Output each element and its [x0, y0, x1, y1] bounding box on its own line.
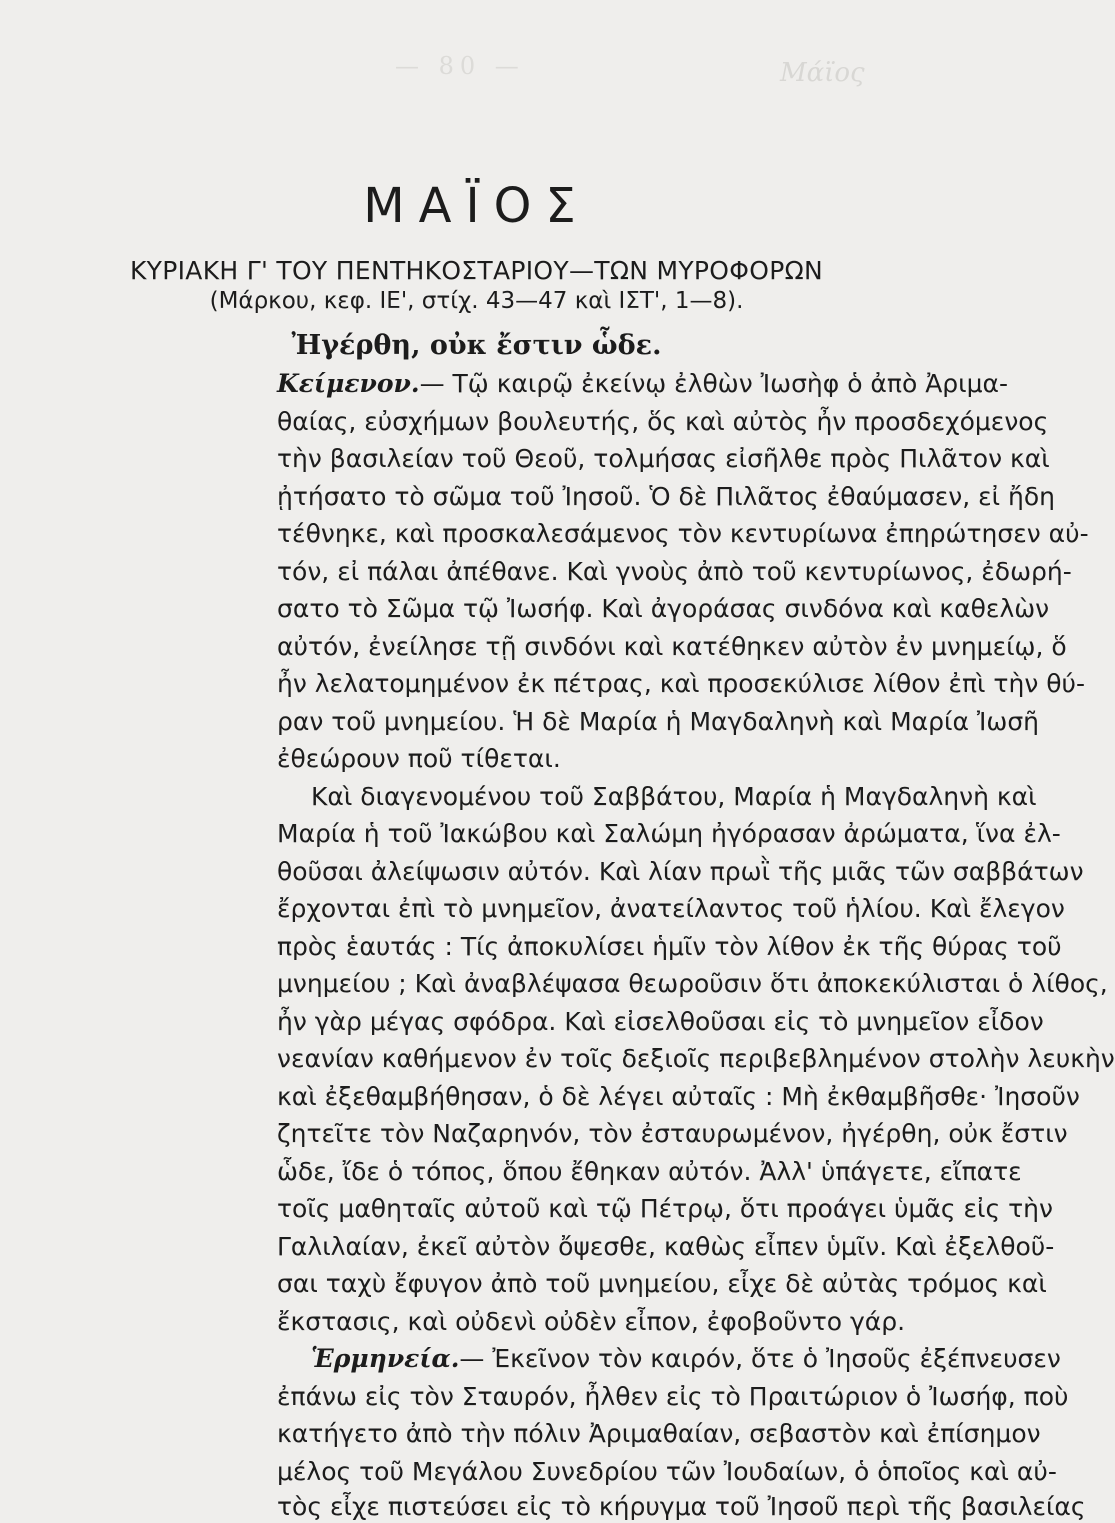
text-line: σαι ταχὺ ἔφυγον ἀπὸ τοῦ μνημείου, εἶχε δὲ αὐτὰς τρόμος καὶ [277, 1269, 1047, 1298]
text-line: Γαλιλαίαν, ἐκεῖ αὐτὸν ὄψεσθε, καθὼς εἶπεν ὑμῖν. Καὶ ἐξελθοῦ- [277, 1232, 1055, 1261]
text-line: τέθνηκε, καὶ προσκαλεσάμενος τὸν κεντυρίωνα ἐπηρώτησεν αὐ- [277, 519, 1089, 548]
text-line: πρὸς ἑαυτάς : Τίς ἀποκυλίσει ἡμῖν τὸν λίθον ἐκ τῆς θύρας τοῦ [277, 932, 1062, 961]
text-line: σατο τὸ Σῶμα τῷ Ἰωσήφ. Καὶ ἀγοράσας σινδόνα καὶ καθελὼν [277, 594, 1050, 623]
text-line: ραν τοῦ μνημείου. Ἡ δὲ Μαρία ἡ Μαγδαληνὴ καὶ Μαρία Ἰωσῆ [277, 707, 1040, 736]
text-line: αὐτόν, ἐνείλησε τῇ σινδόνι καὶ κατέθηκεν αὐτὸν ἐν μνημείῳ, ὅ [277, 632, 1067, 661]
text-line: μνημείου ; Καὶ ἀναβλέψασα θεωροῦσιν ὅτι ἀποκεκύλισται ὁ λίθος, [277, 969, 1108, 998]
scripture-reference: (Μάρκου, κεφ. ΙΕ', στίχ. 43—47 καὶ ΙΣΤ', 1—8). [209, 288, 744, 314]
text-line: ἦν γὰρ μέγας σφόδρα. Καὶ εἰσελθοῦσαι εἰς τὸ μνημεῖον εἶδον [277, 1007, 1044, 1036]
text-line: τὴν βασιλείαν τοῦ Θεοῦ, τολμήσας εἰσῆλθε πρὸς Πιλᾶτον καὶ [277, 444, 1050, 473]
text-line: μέλος τοῦ Μεγάλου Συνεδρίου τῶν Ἰουδαίων, ὁ ὁποῖος καὶ αὐ- [277, 1457, 1057, 1486]
text-line: Ἑρμηνεία.— Ἐκεῖνον τὸν καιρόν, ὅτε ὁ Ἰησοῦς ἐξέπνευσεν [311, 1344, 1061, 1373]
text-label: Κείμενον. [277, 369, 420, 398]
text-line: Μαρία ἡ τοῦ Ἰακώβου καὶ Σαλώμη ἠγόρασαν ἀρώματα, ἵνα ἐλ- [277, 819, 1061, 848]
text-line: ἐθεώρουν ποῦ τίθεται. [277, 744, 561, 773]
text-line: τὸς εἶχε πιστεύσει εἰς τὸ κήρυγμα τοῦ Ἰησοῦ περὶ τῆς βασιλείας [277, 1492, 1086, 1521]
text-line: θοῦσαι ἀλείψωσιν αὐτόν. Καὶ λίαν πρωῒ τῆς μιᾶς τῶν σαββάτων [277, 857, 1084, 886]
text-line: ὧδε, ἴδε ὁ τόπος, ὅπου ἔθηκαν αὐτόν. Ἀλλ' ὑπάγετε, εἴπατε [277, 1157, 1022, 1186]
text-line: νεανίαν καθήμενον ἐν τοῖς δεξιοῖς περιβεβλημένον στολὴν λευκὴν [277, 1044, 1115, 1073]
text-line: ἦν λελατομημένον ἐκ πέτρας, καὶ προσεκύλισε λίθον ἐπὶ τὴν θύ- [277, 669, 1086, 698]
text-line: ᾐτήσατο τὸ σῶμα τοῦ Ἰησοῦ. Ὁ δὲ Πιλᾶτος ἐθαύμασεν, εἰ ἤδη [277, 482, 1056, 511]
text-line: τοῖς μαθηταῖς αὐτοῦ καὶ τῷ Πέτρῳ, ὅτι προάγει ὑμᾶς εἰς τὴν [277, 1194, 1053, 1223]
text-line: κατήγετο ἀπὸ τὴν πόλιν Ἀριμαθαίαν, σεβαστὸν καὶ ἐπίσημον [277, 1419, 1041, 1448]
section-subtitle: ΚΥΡΙΑΚΗ Γ' ΤΟΥ ΠΕΝΤΗΚΟΣΤΑΡΙΟΥ—ΤΩΝ ΜΥΡΟΦΟΡΩΝ [129, 256, 824, 285]
text-line: ἔκστασις, καὶ οὐδενὶ οὐδὲν εἶπον, ἐφοβοῦντο γάρ. [277, 1307, 906, 1336]
text-line: θαίας, εὐσχήμων βουλευτής, ὅς καὶ αὐτὸς ἦν προσδεχόμενος [277, 407, 1049, 436]
text-line: Καὶ διαγενομένου τοῦ Σαββάτου, Μαρία ἡ Μαγδαληνὴ καὶ [311, 782, 1037, 811]
bleed-through-header: Μάϊος [780, 58, 865, 88]
page-title: ΜΑΪΟΣ [363, 178, 590, 234]
text-line: τόν, εἰ πάλαι ἀπέθανε. Καὶ γνοὺς ἀπὸ τοῦ κεντυρίωνος, ἐδωρή- [277, 557, 1072, 586]
text-line: ἔρχονται ἐπὶ τὸ μνημεῖον, ἀνατείλαντος τοῦ ἡλίου. Καὶ ἔλεγον [277, 894, 1065, 923]
text-line: Κείμενον.— Τῷ καιρῷ ἐκείνῳ ἐλθὼν Ἰωσὴφ ὁ ἀπὸ Ἀριμα- [277, 369, 1009, 398]
passage-heading: Ἠγέρθη, οὐκ ἔστιν ὧδε. [291, 330, 662, 361]
text-line: ἐπάνω εἰς τὸν Σταυρόν, ἦλθεν εἰς τὸ Πραιτώριον ὁ Ἰωσήφ, ποὺ [277, 1382, 1069, 1411]
text-line: ζητεῖτε τὸν Ναζαρηνόν, τὸν ἐσταυρωμένον, ἠγέρθη, οὐκ ἔστιν [277, 1119, 1068, 1148]
interpretation-label: Ἑρμηνεία. [311, 1344, 460, 1373]
bleed-through-page-number: — 80 — [395, 52, 525, 80]
text-line: καὶ ἐξεθαμβήθησαν, ὁ δὲ λέγει αὐταῖς : Μὴ ἐκθαμβῆσθε· Ἰησοῦν [277, 1082, 1080, 1111]
